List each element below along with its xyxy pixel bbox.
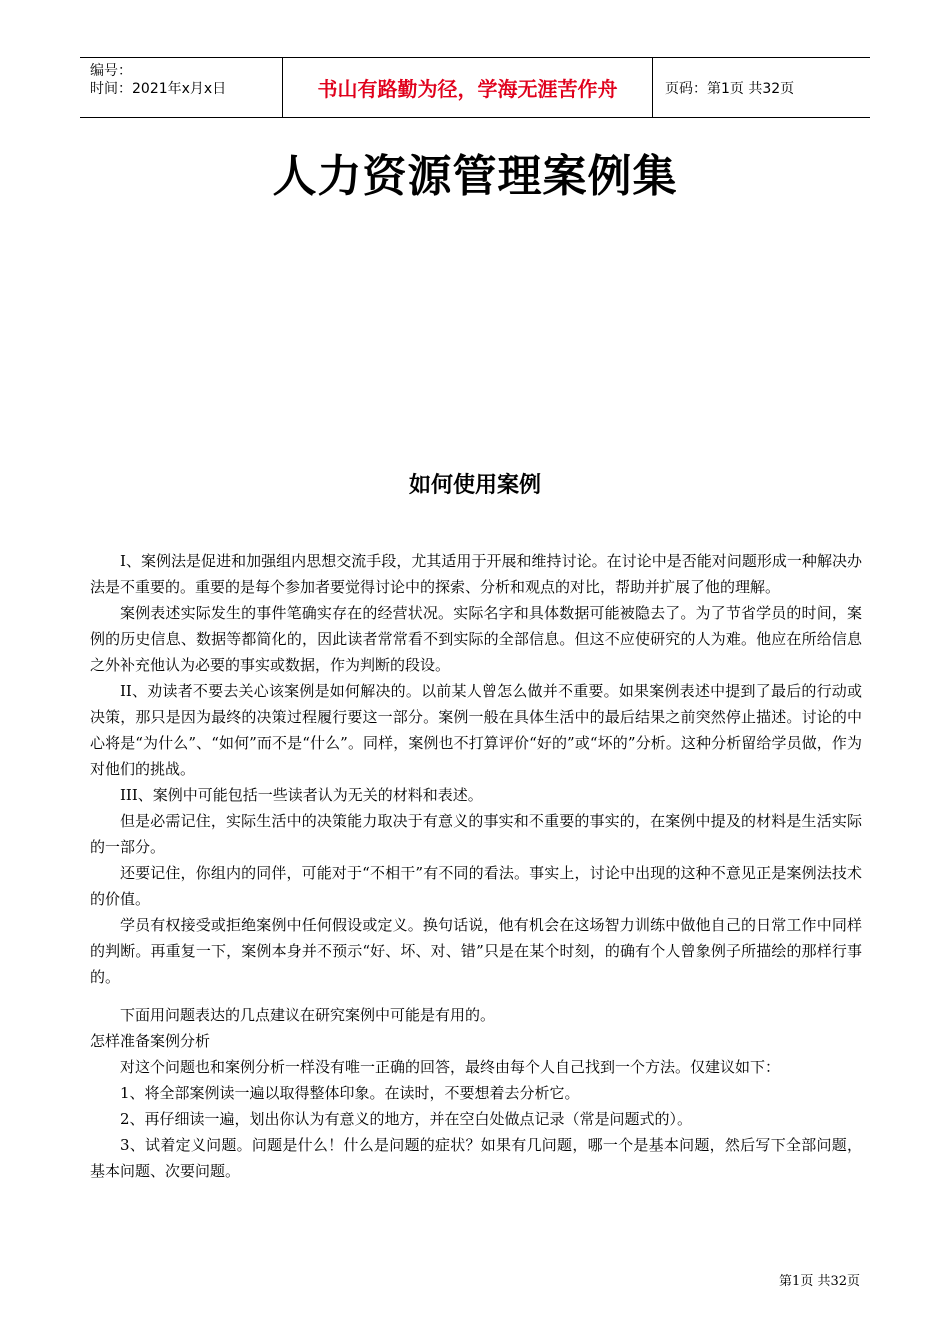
paragraph: 对这个问题也和案例分析一样没有唯一正确的回答，最终由每个人自己找到一个方法。仅建议如下： xyxy=(120,1058,781,1076)
paragraph: 还要记住，你组内的同伴，可能对于“不相干”有不同的看法。事实上，讨论中出现的这种不意见正是案例法技术的价值。 xyxy=(90,864,862,908)
page-footer: 第1页 共32页 xyxy=(779,1274,860,1289)
paragraph-gap xyxy=(90,990,862,1002)
time-label: 时间：2021年x月x日 xyxy=(90,81,227,97)
paragraph: 案例表述实际发生的事件笔确实存在的经营状况。实际名字和具体数据可能被隐去了。为了节省学员的时间，案例的历史信息、数据等都简化的，因此读者常常看不到实际的全部信息。但这不应使研究的人为难。他应在所给信息之外补充他认为必要的事实或数据，作为判断的段设。 xyxy=(90,604,862,674)
subheading: 怎样准备案例分析 xyxy=(90,1032,211,1050)
header-meta xyxy=(80,58,283,117)
document-header xyxy=(80,57,870,118)
paragraph: II、劝读者不要去关心该案例是如何解决的。以前某人曾怎么做并不重要。如果案例表述中提到了最后的行动或决策，那只是因为最终的决策过程履行要这一部分。案例一般在具体生活中的最后结果之前突然停止描述。讨论的中心将是“为什么”、“如何”而不是“什么”。同样，案例也不打算评价“好的”或“坏的”分析。这种分析留给学员做，作为对他们的挑战。 xyxy=(90,682,862,778)
list-item: 2、再仔细读一遍，划出你认为有意义的地方，并在空白处做点记录（常是问题式的）。 xyxy=(120,1110,693,1128)
paragraph: III、案例中可能包括一些读者认为无关的材料和表述。 xyxy=(120,786,483,804)
list-item: 3、试着定义问题。问题是什么！什么是问题的症状？如果有几问题，哪一个是基本问题，然后写下全部问题，基本问题、次要问题。 xyxy=(90,1136,862,1180)
document-title: 人力资源管理案例集 xyxy=(272,151,678,202)
header-page-info: 页码：第1页 共32页 xyxy=(665,80,795,97)
paragraph: I、案例法是促进和加强组内思想交流手段，尤其适用于开展和维持讨论。在讨论中是否能对问题形成一种解决办法是不重要的。重要的是每个参加者要觉得讨论中的探索、分析和观点的对比，帮助并扩展了他的理解。 xyxy=(90,552,862,596)
body-text xyxy=(90,548,862,1184)
header-motto: 书山有路勤为径，学海无涯苦作舟 xyxy=(283,58,653,117)
paragraph: 下面用问题表达的几点建议在研究案例中可能是有用的。 xyxy=(120,1006,496,1024)
list-item: 1、将全部案例读一遍以取得整体印象。在读时，不要想着去分析它。 xyxy=(120,1084,580,1102)
paragraph: 但是必需记住，实际生活中的决策能力取决于有意义的事实和不重要的事实的，在案例中提及的材料是生活实际的一部分。 xyxy=(90,812,862,856)
number-label: 编号： xyxy=(90,63,132,79)
section-title: 如何使用案例 xyxy=(408,473,541,498)
paragraph: 学员有权接受或拒绝案例中任何假设或定义。换句话说，他有机会在这场智力训练中做他自己的日常工作中同样的判断。再重复一下，案例本身并不预示“好、坏、对、错”只是在某个时刻，的确有个人曾象例子所描绘的那样行事的。 xyxy=(90,916,862,986)
